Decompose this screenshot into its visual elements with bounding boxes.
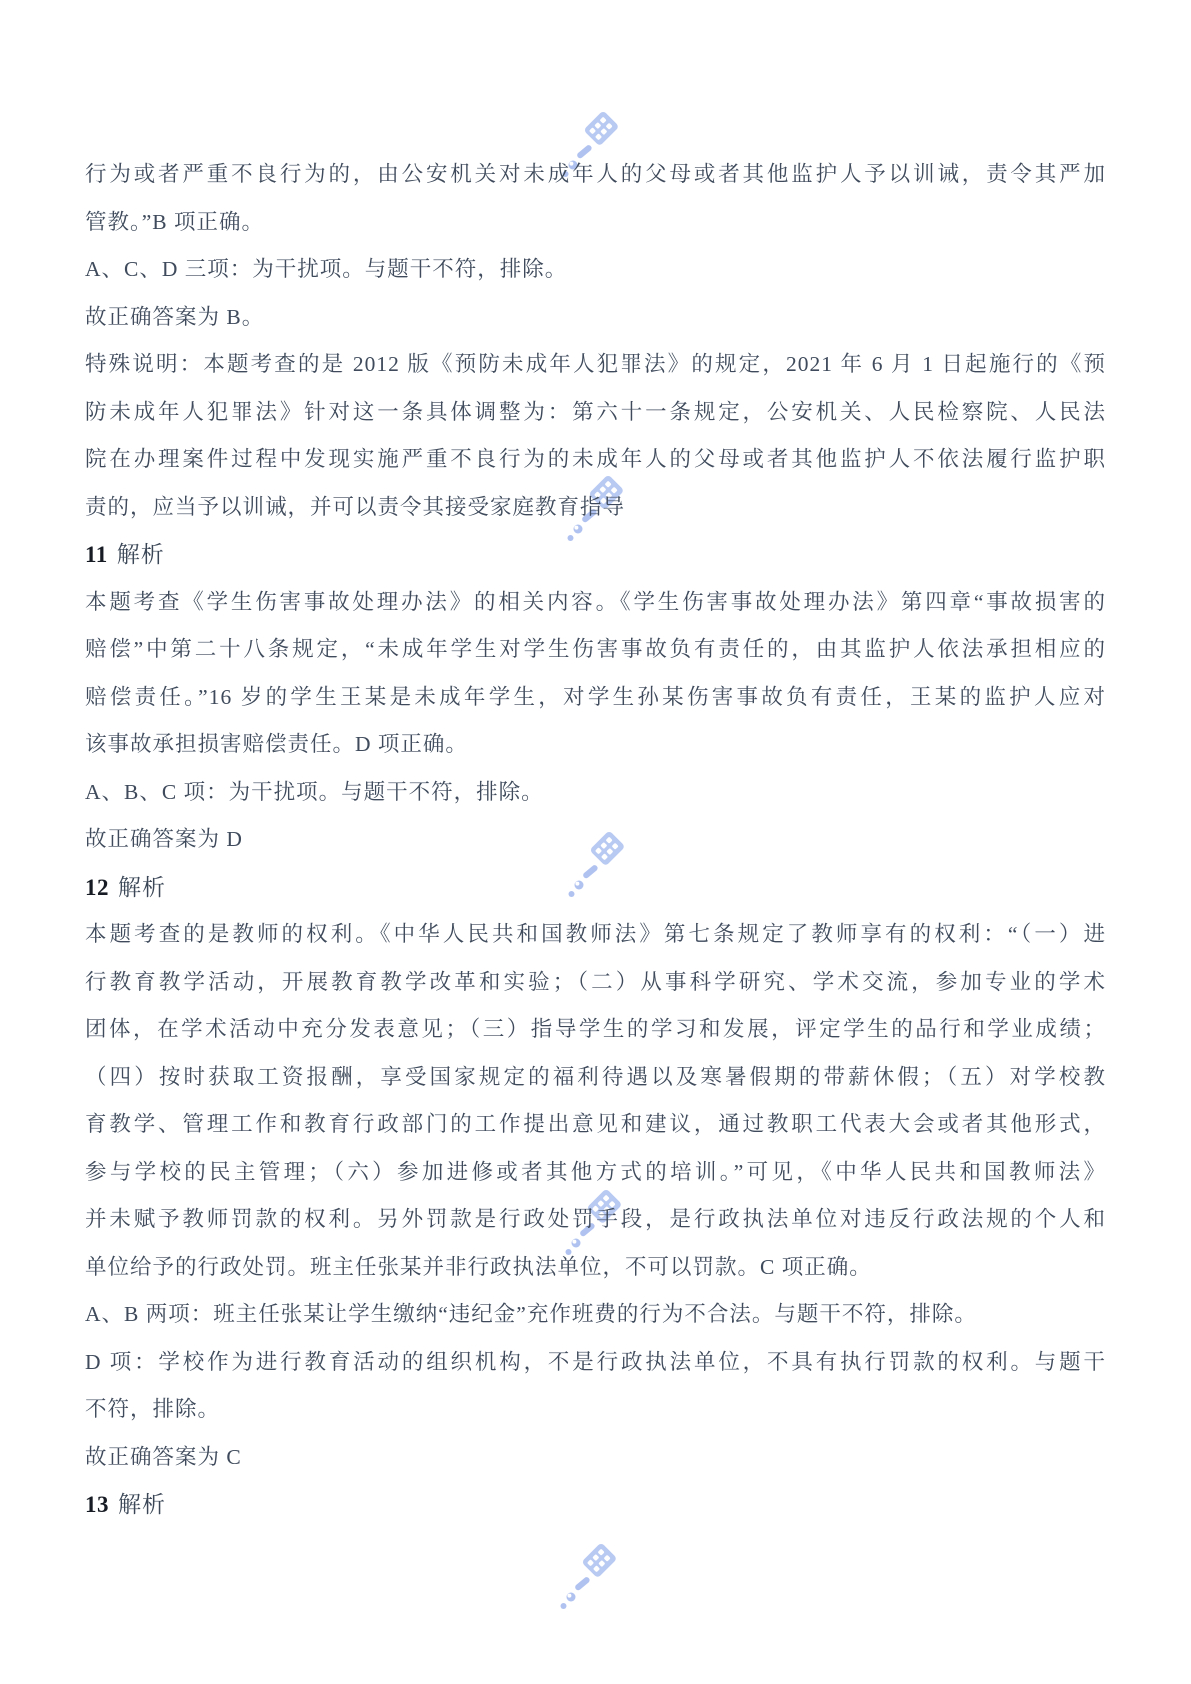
section-number: 12 — [85, 874, 109, 900]
text-line: 赔偿责任。”16 岁的学生王某是未成年学生，对学生孙某伤害事故负有责任，王某的监护人应对 — [85, 684, 1106, 709]
text-line: 故正确答案为 C — [85, 1444, 242, 1469]
text-line: 特殊说明：本题考查的是 2012 版《预防未成年人犯罪法》的规定，2021 年 6 月 1 日起施行的《预 — [85, 352, 1106, 376]
text-line: A、B、C 项：为干扰项。与题干不符，排除。 — [85, 779, 544, 804]
text-line: 本题考查的是教师的权利。《中华人民共和国教师法》第七条规定了教师享有的权利：“（一）进 — [85, 922, 1106, 946]
brand-logo-watermark — [558, 1540, 622, 1641]
section-label: 解析 — [116, 542, 165, 567]
text-line: 院在办理案件过程中发现实施严重不良行为的未成年人的父母或者其他监护人不依法履行监护职 — [85, 447, 1106, 471]
section-header-question-13 — [85, 1481, 1106, 1529]
text-line: D 项：学校作为进行教育活动的组织机构，不是行政执法单位，不具有执行罚款的权利。与题干 — [85, 1349, 1106, 1374]
text-line: 行教育教学活动，开展教育教学改革和实验；（二）从事科学研究、学术交流，参加专业的学术 — [85, 969, 1106, 994]
section-label: 解析 — [118, 1492, 166, 1517]
text-line: 育教学、管理工作和教育行政部门的工作提出意见和建议，通过教职工代表大会或者其他形式， — [85, 1112, 1106, 1136]
section-header-question-11 — [85, 531, 1106, 579]
text-line: 该事故承担损害赔偿责任。D 项正确。 — [85, 732, 468, 756]
text-line: 管教。”B 项正确。 — [85, 209, 265, 234]
section-number: 11 — [85, 542, 108, 567]
answer-explanations-body — [85, 151, 1106, 1529]
text-line: A、C、D 三项：为干扰项。与题干不符，排除。 — [85, 257, 568, 281]
text-line: 本题考查《学生伤害事故处理办法》的相关内容。《学生伤害事故处理办法》第四章“事故损害的 — [85, 589, 1106, 614]
text-line: 防未成年人犯罪法》针对这一条具体调整为：第六十一条规定，公安机关、人民检察院、人民法 — [85, 399, 1106, 424]
text-line: （四）按时获取工资报酬，享受国家规定的福利待遇以及寒暑假期的带薪休假；（五）对学校教 — [85, 1064, 1106, 1089]
section-header-question-12 — [85, 864, 1106, 912]
text-line: 参与学校的民主管理；（六）参加进修或者其他方式的培训。”可见，《中华人民共和国教师法》 — [85, 1159, 1106, 1184]
text-line: 单位给予的行政处罚。班主任张某并非行政执法单位，不可以罚款。C 项正确。 — [85, 1254, 872, 1279]
text-line: 责的，应当予以训诫，并可以责令其接受家庭教育指导 — [85, 494, 626, 519]
text-line: 团体，在学术活动中充分发表意见；（三）指导学生的学习和发展，评定学生的品行和学业成绩； — [85, 1017, 1106, 1041]
text-line: 行为或者严重不良行为的，由公安机关对未成年人的父母或者其他监护人予以训诫，责令其严加 — [85, 162, 1106, 186]
text-line: A、B 两项：班主任张某让学生缴纳“违纪金”充作班费的行为不合法。与题干不符，排除。 — [85, 1302, 977, 1326]
text-line: 故正确答案为 D — [85, 827, 243, 851]
text-line: 赔偿”中第二十八条规定，“未成年学生对学生伤害事故负有责任的，由其监护人依法承担相应的 — [85, 637, 1106, 661]
text-line: 并未赋予教师罚款的权利。另外罚款是行政处罚手段，是行政执法单位对违反行政法规的个人和 — [85, 1207, 1106, 1231]
text-line: 故正确答案为 B。 — [85, 304, 265, 329]
section-label: 解析 — [118, 874, 166, 900]
section-number: 13 — [85, 1492, 109, 1517]
text-line: 不符，排除。 — [85, 1397, 221, 1421]
